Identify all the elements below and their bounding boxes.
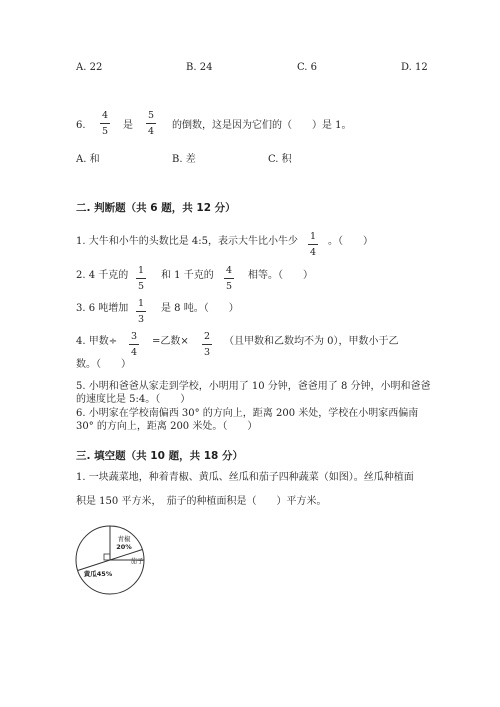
judge-q3-pre: 3. 6 吨增加: [76, 303, 129, 314]
q5-option-a: A. 22: [76, 62, 103, 73]
judge-q1-numerator: 1: [309, 231, 317, 242]
pie-label-qingjiao: 青椒: [117, 535, 131, 543]
pie-value-qingjiao: 20%: [116, 543, 132, 551]
judge-q1-tail: 。（ ）: [328, 236, 373, 247]
q6-option-c: C. 积: [268, 154, 292, 165]
section-title-fill-blank: 三. 填空题（共 10 题，共 18 分）: [76, 450, 243, 462]
judge-q4-fraction-2: [201, 331, 213, 358]
judge-q3-denominator: 3: [137, 314, 145, 325]
judge-q2-fraction-2-numerator: 4: [225, 265, 233, 276]
pie-label-eggplant: 茄子: [130, 557, 144, 565]
q6-rest-text: 的倒数，这是因为它们的（ ）是 1。: [172, 120, 352, 131]
judge-q2-mid: 和 1 千克的: [161, 270, 214, 281]
judge-q4-fraction-1-numerator: 3: [130, 331, 138, 342]
q6-mid-text: 是: [123, 120, 133, 131]
judge-q4-fraction-2-denominator: 3: [203, 347, 211, 358]
judge-q4-fraction-2-numerator: 2: [203, 331, 211, 342]
judge-q2-pre: 2. 4 千克的: [76, 270, 129, 281]
judge-q4-fraction-1-denominator: 4: [130, 347, 138, 358]
q6-fraction-1-numerator: 4: [101, 110, 109, 121]
q6-option-b: B. 差: [172, 154, 196, 165]
judge-q2-fraction-2: [223, 265, 235, 292]
judge-q1-text: 1. 大牛和小牛的头数比是 4:5，表示大牛比小牛少: [76, 236, 298, 247]
judge-q1-fraction: [307, 231, 319, 258]
judge-q2-fraction-2-denominator: 5: [225, 281, 233, 292]
fraction-bar: [146, 123, 156, 124]
pie-label-cucumber: 黄瓜45%: [83, 570, 113, 578]
judge-q5-line1: 5. 小明和爸爸从家走到学校，小明用了 10 分钟，爸爸用了 8 分钟，小明和爸爸: [76, 381, 431, 392]
fill-q1-line1: 1. 一块蔬菜地，种着青椒、黄瓜、丝瓜和茄子四种蔬菜（如图）。丝瓜种植面: [76, 472, 414, 483]
q6-number: 6.: [76, 120, 86, 131]
judge-q3-numerator: 1: [137, 298, 145, 309]
judge-q4-line2: 数。（ ）: [76, 359, 131, 370]
judge-q2-tail: 相等。（ ）: [248, 270, 313, 281]
judge-q4-fraction-1: [128, 331, 140, 358]
judge-q2-fraction-1-numerator: 1: [137, 265, 145, 276]
judge-q3-fraction: [135, 298, 147, 325]
fraction-bar: [136, 311, 146, 312]
fraction-bar: [202, 344, 212, 345]
judge-q2-fraction-1-denominator: 5: [137, 281, 145, 292]
fraction-bar: [308, 244, 318, 245]
judge-q6-line2: 30° 的方向上，距离 200 米处。（ ）: [76, 421, 258, 432]
q6-fraction-1-denominator: 5: [101, 126, 109, 137]
q6-fraction-2-numerator: 5: [147, 110, 155, 121]
q6-fraction-2-denominator: 4: [147, 126, 155, 137]
fraction-bar: [100, 123, 110, 124]
judge-q6-line1: 6. 小明家在学校南偏西 30° 的方向上，距离 200 米处，学校在小明家西偏南: [76, 408, 419, 419]
q6-fraction-1: [99, 110, 111, 137]
judge-q3-tail: 是 8 吨。（ ）: [161, 303, 239, 314]
q5-option-d: D. 12: [401, 62, 428, 73]
fraction-bar: [136, 278, 146, 279]
judge-q4-mid: =乙数×: [152, 336, 189, 347]
section-title-judgement: 二. 判断题（共 6 题，共 12 分）: [76, 202, 236, 214]
fraction-bar: [224, 278, 234, 279]
judge-q5-line2: 的速度比是 5:4。（ ）: [76, 394, 191, 405]
judge-q4-pre: 4. 甲数÷: [76, 336, 118, 347]
fill-q1-line2: 积是 150 平方米， 茄子的种植面积是（ ）平方米。: [76, 496, 327, 507]
judge-q4-tail: （且甲数和乙数均不为 0），甲数小于乙: [224, 336, 399, 347]
judge-q2-fraction-1: [135, 265, 147, 292]
judge-q1-denominator: 4: [309, 247, 317, 258]
q5-option-c: C. 6: [297, 62, 318, 73]
vegetable-pie-chart: [70, 520, 150, 600]
q5-option-b: B. 24: [186, 62, 213, 73]
q6-fraction-2: [145, 110, 157, 137]
fraction-bar: [129, 344, 139, 345]
q6-option-a: A. 和: [76, 154, 100, 165]
